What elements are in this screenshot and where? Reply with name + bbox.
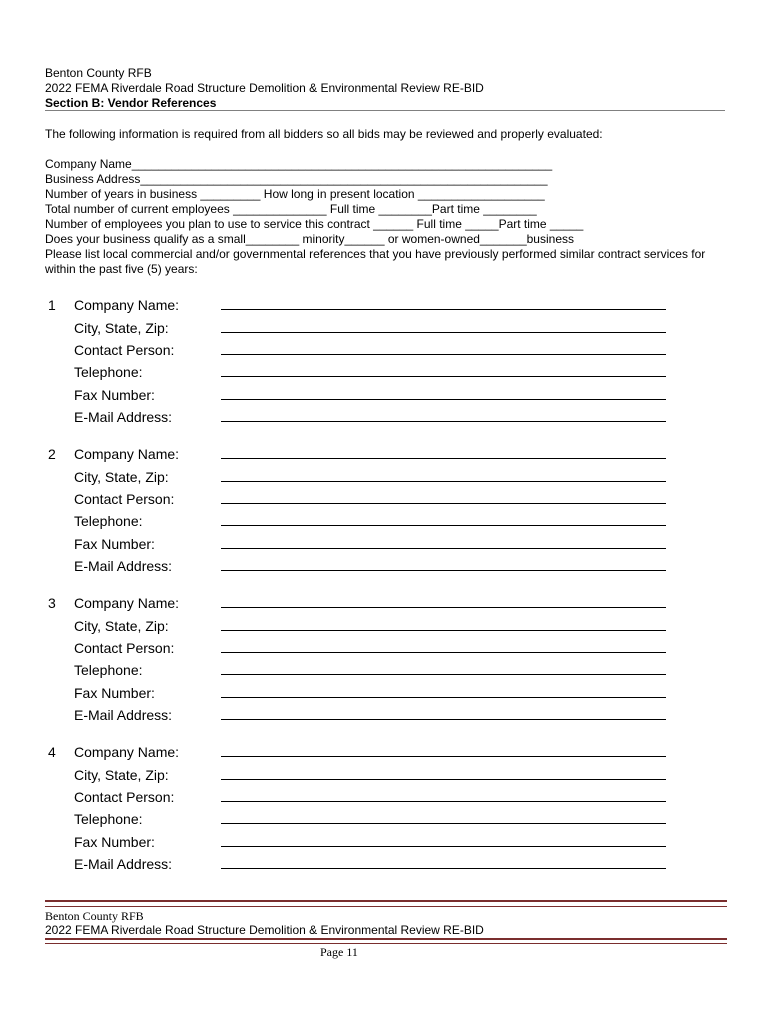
reference-number: 1: [48, 297, 56, 313]
fax-number-field[interactable]: [221, 846, 666, 847]
email-address-field[interactable]: [221, 868, 666, 869]
field-label: Company Name:: [74, 446, 180, 462]
footer-project-title: 2022 FEMA Riverdale Road Structure Demolition & Environmental Review RE-BID: [45, 923, 484, 937]
contract-employees-line[interactable]: Number of employees you plan to use to service this contract ______ Full time _____Part time _____: [45, 217, 584, 231]
ref-fax-row: [74, 534, 674, 554]
field-label: Contact Person:: [74, 640, 175, 656]
field-label: Contact Person:: [74, 342, 175, 358]
fax-number-field[interactable]: [221, 548, 666, 549]
ref-company-name-row: [74, 593, 674, 613]
business-qualification-line[interactable]: Does your business qualify as a small________ minority______ or women-owned_______business: [45, 232, 574, 246]
references-instruction: Please list local commercial and/or governmental references that you have previously performed similar contract services for within the past five (5) years:: [45, 247, 706, 276]
header-project-title: 2022 FEMA Riverdale Road Structure Demolition & Environmental Review RE-BID: [45, 81, 484, 95]
city-state-zip-field[interactable]: [221, 779, 666, 780]
ref-email-row: [74, 854, 674, 874]
ref-company-name-row: [74, 444, 674, 464]
company-name-field[interactable]: [221, 756, 666, 757]
field-label: Fax Number:: [74, 685, 155, 701]
field-label: Fax Number:: [74, 536, 155, 552]
business-address-line[interactable]: Business Address_____________________________________________________________: [45, 172, 548, 186]
telephone-field[interactable]: [221, 823, 666, 824]
ref-contact-person-row: [74, 787, 674, 807]
field-label: Telephone:: [74, 364, 143, 380]
field-label: E-Mail Address:: [74, 409, 173, 425]
contact-person-field[interactable]: [221, 801, 666, 802]
email-address-field[interactable]: [221, 570, 666, 571]
header-divider: [45, 110, 725, 111]
years-in-business-line[interactable]: Number of years in business _________ How long in present location ___________________: [45, 187, 545, 201]
field-label: Company Name:: [74, 595, 180, 611]
telephone-field[interactable]: [221, 674, 666, 675]
field-label: Telephone:: [74, 662, 143, 678]
email-address-field[interactable]: [221, 421, 666, 422]
field-label: City, State, Zip:: [74, 618, 169, 634]
ref-telephone-row: [74, 511, 674, 531]
ref-telephone-row: [74, 809, 674, 829]
contact-person-field[interactable]: [221, 652, 666, 653]
telephone-field[interactable]: [221, 525, 666, 526]
field-label: Contact Person:: [74, 491, 175, 507]
field-label: City, State, Zip:: [74, 767, 169, 783]
ref-fax-row: [74, 832, 674, 852]
footer-divider-bottom: [45, 938, 727, 944]
page-number: Page 11: [320, 945, 358, 959]
field-label: Company Name:: [74, 744, 180, 760]
ref-city-state-zip-row: [74, 616, 674, 636]
contact-person-field[interactable]: [221, 503, 666, 504]
field-label: Contact Person:: [74, 789, 175, 805]
ref-fax-row: [74, 683, 674, 703]
ref-email-row: [74, 407, 674, 427]
employee-count-line[interactable]: Total number of current employees ______________ Full time ________Part time ________: [45, 202, 537, 216]
page-header: [45, 66, 484, 111]
city-state-zip-field[interactable]: [221, 630, 666, 631]
company-name-line[interactable]: Company Name_______________________________________________________________: [45, 157, 553, 171]
header-county: Benton County RFB: [45, 66, 152, 80]
field-label: City, State, Zip:: [74, 469, 169, 485]
field-label: Telephone:: [74, 513, 143, 529]
intro-text: The following information is required from all bidders so all bids may be reviewed and properly evaluated:: [45, 127, 603, 141]
reference-number: 2: [48, 446, 56, 462]
city-state-zip-field[interactable]: [221, 481, 666, 482]
email-address-field[interactable]: [221, 719, 666, 720]
field-label: E-Mail Address:: [74, 856, 173, 872]
fax-number-field[interactable]: [221, 399, 666, 400]
field-label: Telephone:: [74, 811, 143, 827]
field-label: Fax Number:: [74, 387, 155, 403]
company-name-field[interactable]: [221, 309, 666, 310]
section-title: Section B: Vendor References: [45, 96, 217, 110]
reference-number: 3: [48, 595, 56, 611]
ref-city-state-zip-row: [74, 318, 674, 338]
footer-divider-top: [45, 900, 727, 907]
field-label: Fax Number:: [74, 834, 155, 850]
ref-company-name-row: [74, 742, 674, 762]
ref-email-row: [74, 705, 674, 725]
fax-number-field[interactable]: [221, 697, 666, 698]
ref-telephone-row: [74, 660, 674, 680]
field-label: City, State, Zip:: [74, 320, 169, 336]
ref-contact-person-row: [74, 340, 674, 360]
ref-fax-row: [74, 385, 674, 405]
footer-county: Benton County RFB: [45, 909, 144, 923]
contact-person-field[interactable]: [221, 354, 666, 355]
ref-telephone-row: [74, 362, 674, 382]
company-name-field[interactable]: [221, 607, 666, 608]
city-state-zip-field[interactable]: [221, 332, 666, 333]
telephone-field[interactable]: [221, 376, 666, 377]
company-info-block: [45, 157, 725, 277]
field-label: E-Mail Address:: [74, 707, 173, 723]
ref-contact-person-row: [74, 489, 674, 509]
ref-city-state-zip-row: [74, 467, 674, 487]
ref-city-state-zip-row: [74, 765, 674, 785]
field-label: Company Name:: [74, 297, 180, 313]
reference-number: 4: [48, 744, 56, 760]
field-label: E-Mail Address:: [74, 558, 173, 574]
ref-email-row: [74, 556, 674, 576]
company-name-field[interactable]: [221, 458, 666, 459]
ref-company-name-row: [74, 295, 674, 315]
ref-contact-person-row: [74, 638, 674, 658]
